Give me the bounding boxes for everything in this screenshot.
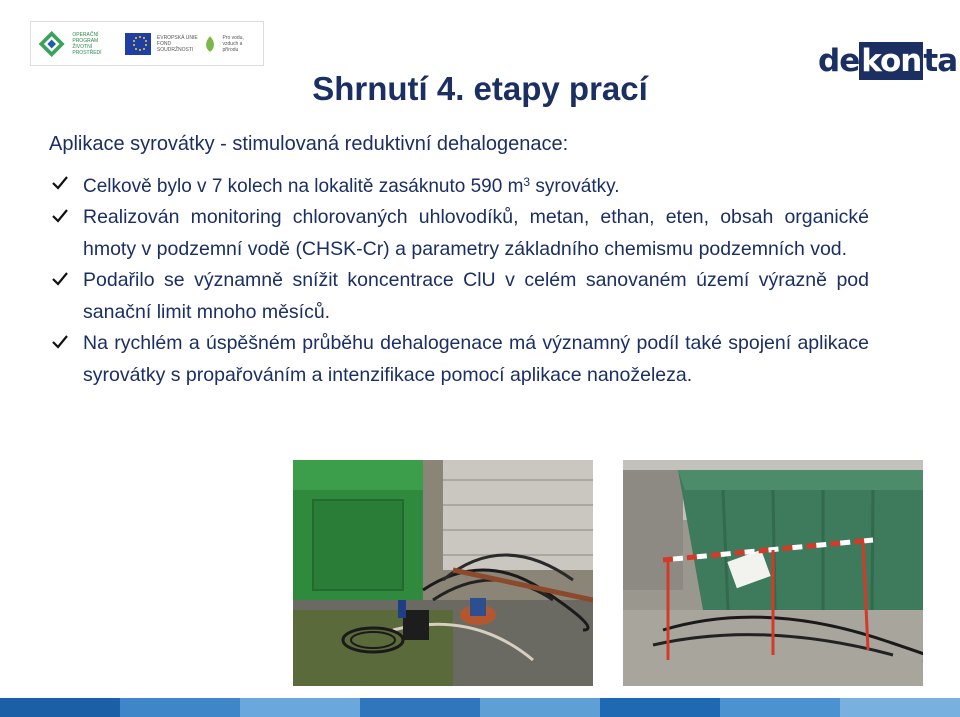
brand-suffix: ta bbox=[923, 43, 958, 79]
checkmark-icon bbox=[51, 174, 69, 192]
bullet-item bbox=[49, 202, 869, 265]
checkmark-icon bbox=[51, 270, 69, 288]
eu-flag-icon bbox=[125, 33, 151, 55]
bullet-list bbox=[49, 172, 869, 391]
brand-prefix: de bbox=[818, 43, 860, 79]
env-logo-text: Pro vodu, vzduch a přírodu bbox=[222, 34, 244, 53]
leaf-icon bbox=[204, 33, 216, 55]
op-logo-icon bbox=[37, 27, 66, 61]
slide-subtitle: Aplikace syrovátky - stimulovaná reduktivní dehalogenace: bbox=[49, 133, 569, 155]
footer-color-bar bbox=[0, 698, 960, 717]
photo-container-site bbox=[623, 460, 923, 686]
bullet4-text: Na rychlém a úspěšném průběhu dehalogenace má významný podíl také spojení aplikace syrovátky s propařováním a intenzifikace pomocí aplikace nanoželeza. bbox=[83, 332, 869, 386]
slide-title: Shrnutí 4. etapy prací bbox=[312, 70, 648, 107]
eu-logo-text: EVROPSKÁ UNIE FOND SOUDRŽNOSTI bbox=[156, 34, 198, 53]
bullet2-text: Realizován monitoring chlorovaných uhlovodíků, metan, ethan, eten, obsah organické hmoty v podzemní vodě (CHSK-Cr) a parametry základního chemismu podzemních vod. bbox=[83, 206, 869, 260]
bullet1-end: syrovátky. bbox=[530, 176, 620, 197]
brand-box: kon bbox=[861, 43, 922, 79]
op-logo-text: OPERAČNÍ PROGRAM ŽIVOTNÍ PROSTŘEDÍ bbox=[72, 31, 102, 56]
checkmark-icon bbox=[51, 207, 69, 225]
photo-tank-site bbox=[293, 460, 593, 686]
bullet1-text: Celkově bylo v 7 kolech na lokalitě zasáknuto 590 m bbox=[83, 176, 524, 197]
funding-logos bbox=[30, 21, 264, 66]
bullet1-sup: 3 bbox=[523, 175, 531, 189]
bullet-item bbox=[49, 265, 869, 328]
checkmark-icon bbox=[51, 333, 69, 351]
bullet-item bbox=[49, 328, 869, 391]
bullet3-text: Podařilo se významně snížit koncentrace ClU v celém sanovaném území výrazně pod sanační limit mnoho měsíců. bbox=[83, 269, 869, 323]
bullet-item bbox=[49, 172, 869, 202]
